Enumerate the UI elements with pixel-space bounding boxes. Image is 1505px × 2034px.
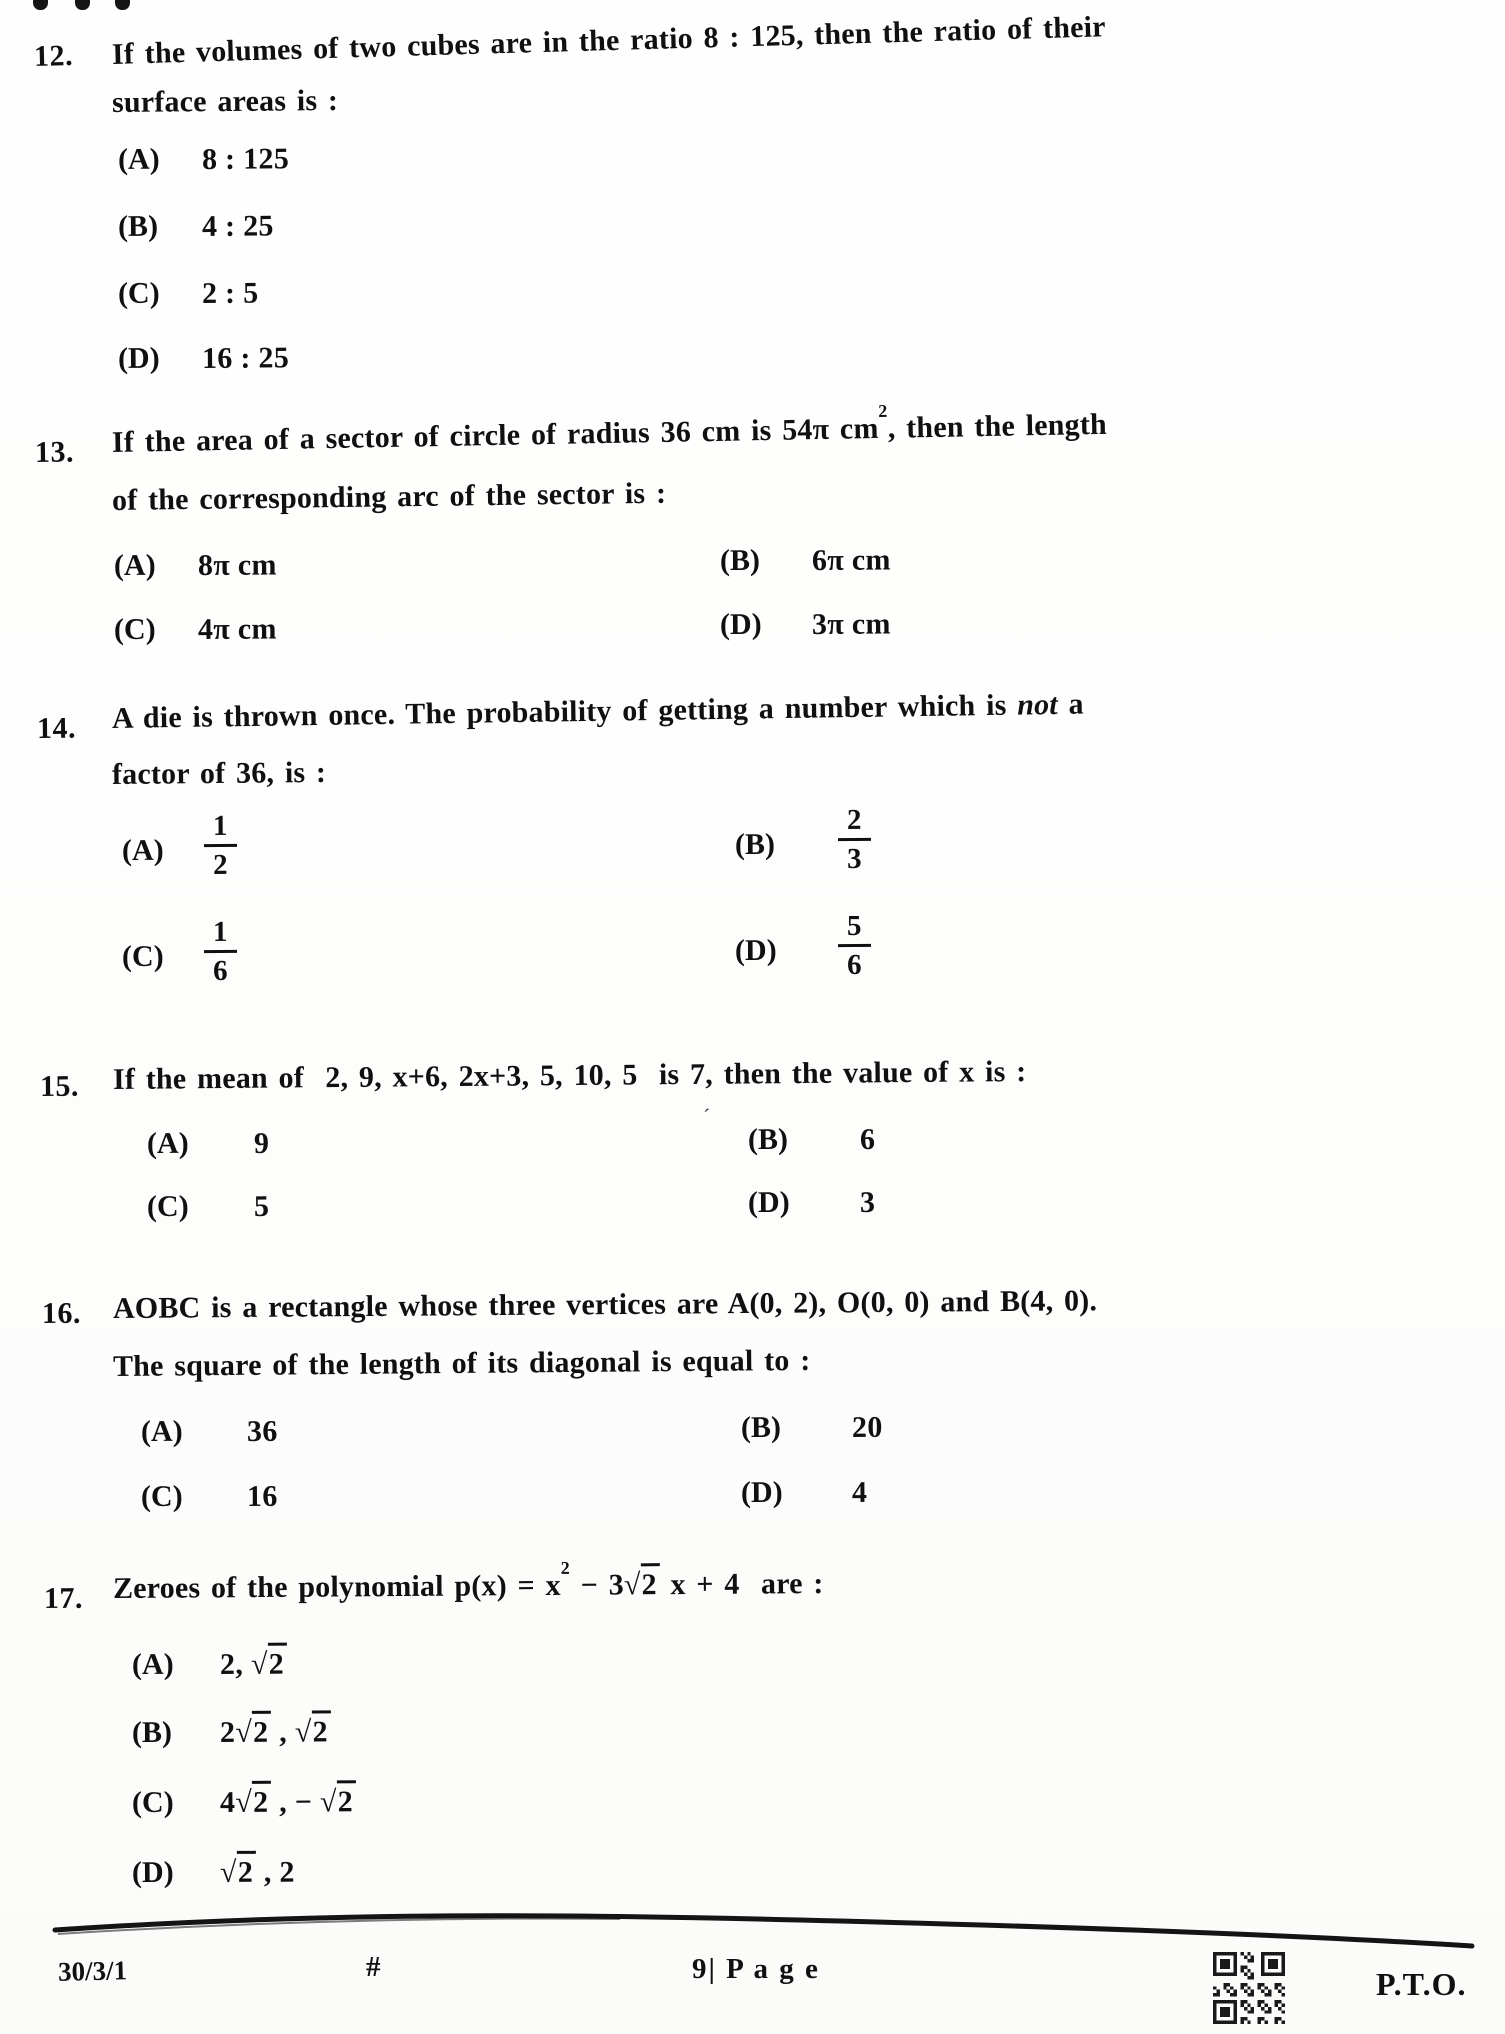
question-13-number: 13. bbox=[34, 435, 75, 469]
edge-dot bbox=[75, 0, 90, 10]
question-17-option-A-value: 2, √2 bbox=[220, 1648, 287, 1682]
sqrt-expression: √2 bbox=[220, 1851, 256, 1889]
question-16-option-D: (D) bbox=[740, 1475, 783, 1509]
question-12-line-2: surface areas is : bbox=[111, 84, 339, 119]
question-16-number: 16. bbox=[41, 1296, 82, 1330]
hash-mark: # bbox=[366, 1951, 381, 1983]
question-17-option-A: (A) bbox=[131, 1647, 174, 1681]
question-15-option-C-value: 5 bbox=[253, 1189, 270, 1223]
question-16-option-D-value: 4 bbox=[851, 1475, 868, 1509]
edge-dot bbox=[33, 0, 48, 10]
question-14-option-A-fraction bbox=[204, 810, 237, 882]
question-14-line-2: factor of 36, is : bbox=[111, 755, 327, 791]
question-13-option-D: (D) bbox=[719, 607, 762, 641]
question-12-option-A-value: 8 : 125 bbox=[201, 142, 290, 176]
fraction-numerator: 1 bbox=[212, 809, 228, 843]
qr-code bbox=[1213, 1951, 1285, 2025]
question-12-option-C-value: 2 : 5 bbox=[201, 276, 259, 310]
sqrt-expression: √2 bbox=[320, 1780, 356, 1818]
question-12-number: 12. bbox=[33, 38, 74, 73]
question-17-option-B-value: 2√2 , √2 bbox=[220, 1715, 331, 1750]
sqrt-expression: √2 bbox=[235, 1781, 271, 1819]
question-15-option-C: (C) bbox=[146, 1189, 189, 1223]
question-12-option-A: (A) bbox=[117, 142, 160, 176]
question-13-option-A: (A) bbox=[113, 548, 156, 582]
question-16-option-B: (B) bbox=[740, 1410, 782, 1444]
question-13-line-1: If the area of a sector of circle of radius 36 cm is 54π $cm^2$, then the length bbox=[111, 400, 1108, 459]
pto-label: P.T.O. bbox=[1376, 1966, 1467, 2002]
fraction-denominator: 6 bbox=[838, 944, 871, 982]
question-16-option-A: (A) bbox=[140, 1414, 183, 1448]
question-16-option-C: (C) bbox=[140, 1479, 183, 1513]
question-13-option-B: (B) bbox=[719, 543, 761, 577]
question-14-option-B-fraction bbox=[838, 804, 871, 876]
question-14-option-B: (B) bbox=[734, 827, 776, 861]
question-17-option-C-value: 4√2 , − √2 bbox=[220, 1785, 356, 1820]
question-17-line-1: Zeroes of the polynomial $p(x) = x^2 - 3√2$ x + 4 are : bbox=[112, 1557, 824, 1605]
sqrt-expression: √2 bbox=[295, 1710, 331, 1748]
question-14-option-C: (C) bbox=[121, 939, 164, 973]
question-16-line-2: The square of the length of its diagonal is equal to : bbox=[112, 1343, 811, 1383]
question-15-number: 15. bbox=[39, 1069, 80, 1103]
question-17-number: 17. bbox=[43, 1581, 84, 1615]
question-15-option-A-value: 9 bbox=[253, 1126, 270, 1160]
fraction-denominator: 2 bbox=[204, 844, 237, 882]
fraction-numerator: 5 bbox=[846, 909, 862, 943]
footer-separator-line bbox=[0, 1890, 1505, 1960]
question-13-option-C: (C) bbox=[113, 612, 156, 646]
question-14-option-C-fraction bbox=[204, 916, 237, 988]
question-15-option-B-value: 6 bbox=[859, 1122, 876, 1156]
fraction-denominator: 3 bbox=[838, 838, 871, 876]
edge-dot bbox=[115, 0, 130, 10]
question-16-line-1: AOBC is a rectangle whose three vertices are A(0, 2), O(0, 0) and B(4, 0). bbox=[112, 1284, 1098, 1325]
question-14-option-D: (D) bbox=[734, 933, 777, 967]
question-14-option-A: (A) bbox=[121, 833, 164, 867]
fraction-denominator: 6 bbox=[204, 950, 237, 988]
fraction-numerator: 2 bbox=[846, 803, 862, 837]
question-15-option-B: (B) bbox=[747, 1122, 789, 1156]
question-16-option-A-value: 36 bbox=[246, 1414, 278, 1448]
question-17-option-C: (C) bbox=[131, 1785, 174, 1819]
question-13-option-D-value: 3π cm bbox=[811, 607, 891, 641]
question-12-option-D: (D) bbox=[117, 341, 160, 375]
question-12-option-B-value: 4 : 25 bbox=[201, 209, 274, 243]
question-17-option-B: (B) bbox=[131, 1715, 173, 1749]
sqrt-expression: √2 bbox=[251, 1643, 287, 1681]
question-13-option-C-value: 4π cm bbox=[197, 612, 277, 646]
question-15-option-D-value: 3 bbox=[859, 1185, 876, 1219]
question-16-option-C-value: 16 bbox=[246, 1479, 278, 1513]
question-13-option-B-value: 6π cm bbox=[811, 543, 891, 577]
question-15-option-A: (A) bbox=[146, 1126, 189, 1160]
question-12-option-D-value: 16 : 25 bbox=[201, 341, 290, 375]
question-14-option-D-fraction bbox=[838, 910, 871, 982]
question-17-option-D: (D) bbox=[131, 1855, 174, 1889]
question-15-option-D: (D) bbox=[747, 1185, 790, 1219]
page-number-label: 9| P a g e bbox=[692, 1953, 820, 1985]
question-12-line-1: If the volumes of two cubes are in the ratio 8 : 125, then the ratio of their bbox=[111, 10, 1107, 71]
question-14-number: 14. bbox=[36, 711, 77, 745]
question-12-option-C: (C) bbox=[117, 276, 160, 310]
fraction-numerator: 1 bbox=[212, 915, 228, 949]
question-16-option-B-value: 20 bbox=[851, 1410, 883, 1444]
scan-noise-speck: ´ bbox=[703, 1104, 711, 1129]
set-code: 30/3/1 bbox=[57, 1955, 128, 1987]
sqrt-expression: √2 bbox=[624, 1563, 660, 1601]
question-14-line-1: A die is thrown once. The probability of getting a number which is not a bbox=[111, 687, 1084, 735]
sqrt-expression: √2 bbox=[235, 1711, 271, 1749]
question-13-line-2: of the corresponding arc of the sector is : bbox=[111, 476, 667, 517]
question-17-option-D-value: √2 , 2 bbox=[220, 1856, 295, 1890]
question-13-option-A-value: 8π cm bbox=[197, 548, 277, 582]
question-12-option-B: (B) bbox=[117, 209, 159, 243]
question-15-line-1: If the mean of 2, 9, x+6, 2x+3, 5, 10, 5 is 7, then the value of x is : bbox=[112, 1055, 1027, 1096]
